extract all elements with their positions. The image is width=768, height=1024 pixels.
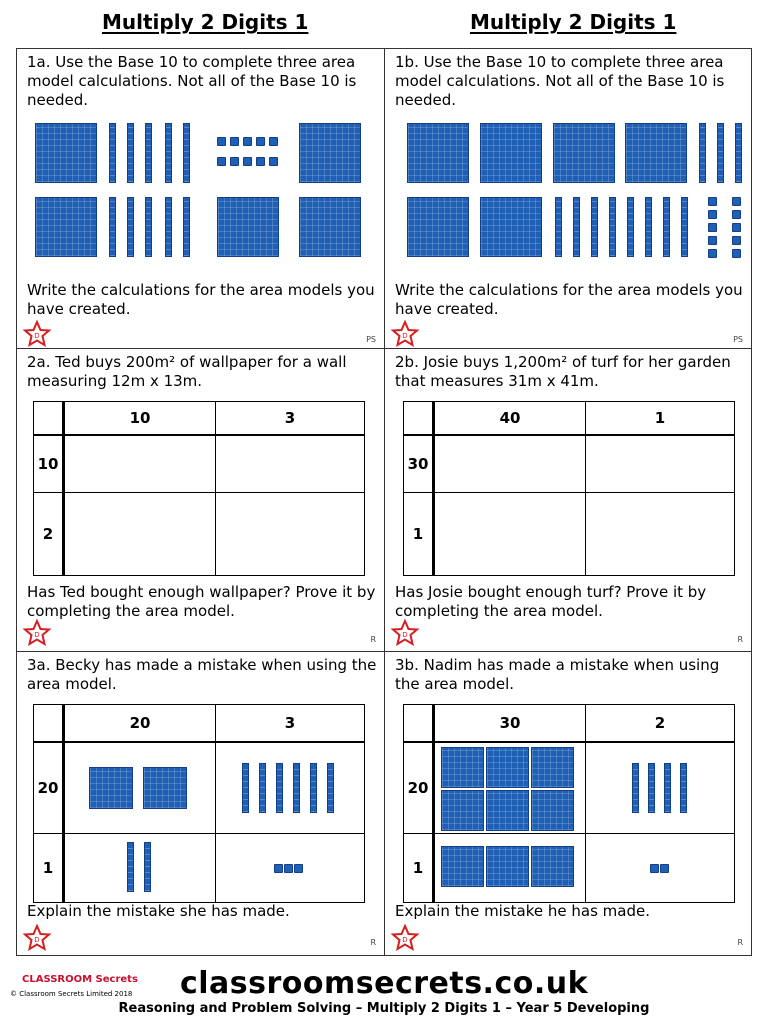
- one-cube: [269, 137, 278, 146]
- row-header: 1: [404, 834, 434, 903]
- one-cube: [708, 236, 717, 245]
- one-cube: [732, 210, 741, 219]
- star-letter: D: [402, 936, 408, 944]
- star-icon: [23, 320, 51, 348]
- one-cube: [217, 137, 226, 146]
- area-cell: [434, 742, 586, 834]
- ten-rod: [144, 842, 151, 892]
- question-2b: [385, 349, 751, 652]
- hundred-block: [407, 197, 469, 257]
- star-letter: D: [34, 332, 40, 340]
- hundred-block: [299, 123, 361, 183]
- area-cell: [216, 742, 365, 834]
- one-cube: [269, 157, 278, 166]
- one-cube: [732, 236, 741, 245]
- one-cube: [660, 864, 669, 873]
- ten-rod: [717, 123, 724, 183]
- area-cell: [586, 834, 735, 903]
- ten-rod: [555, 197, 562, 257]
- page-title-right: Multiply 2 Digits 1: [470, 10, 677, 34]
- question-code: R: [370, 635, 376, 644]
- ten-rod: [609, 197, 616, 257]
- question-prompt: Has Josie bought enough turf? Prove it by completing the area model.: [395, 583, 707, 620]
- hundred-block: [35, 197, 97, 257]
- ten-rod: [663, 197, 670, 257]
- ten-rod: [645, 197, 652, 257]
- one-cube: [708, 210, 717, 219]
- star-letter: D: [402, 631, 408, 639]
- column-header: 30: [434, 705, 586, 743]
- hundred-block: [553, 123, 615, 183]
- one-cube: [230, 157, 239, 166]
- site-url: classroomsecrets.co.uk: [179, 966, 589, 1001]
- one-cube: [243, 157, 252, 166]
- row-header: 1: [34, 834, 64, 903]
- ten-rod: [735, 123, 742, 183]
- ten-rod: [127, 842, 134, 892]
- question-code: PS: [733, 335, 743, 344]
- row-header: 20: [404, 742, 434, 834]
- hundred-block: [486, 790, 529, 831]
- answer-cell[interactable]: [216, 493, 365, 576]
- ten-rod: [664, 763, 671, 813]
- area-model-table: [403, 704, 735, 903]
- question-1b: [385, 49, 751, 349]
- answer-cell[interactable]: [64, 435, 216, 493]
- page-title-left: Multiply 2 Digits 1: [102, 10, 309, 34]
- ten-rod: [127, 197, 134, 257]
- question-grid: [16, 48, 752, 956]
- corner-cell: [34, 705, 64, 743]
- answer-cell[interactable]: [434, 493, 586, 576]
- hundred-block: [441, 846, 484, 887]
- star-icon: [391, 619, 419, 647]
- answer-cell[interactable]: [64, 493, 216, 576]
- area-cell: [586, 742, 735, 834]
- hundred-block: [441, 790, 484, 831]
- hundred-block: [299, 197, 361, 257]
- star-icon: [391, 924, 419, 952]
- hundred-block: [407, 123, 469, 183]
- one-cube: [217, 157, 226, 166]
- ten-rod: [276, 763, 283, 813]
- answer-cell[interactable]: [434, 435, 586, 493]
- question-text: 2a. Ted buys 200m² of wallpaper for a wall measuring 12m x 13m.: [27, 353, 347, 390]
- question-text: 3a. Becky has made a mistake when using the area model.: [27, 656, 377, 693]
- one-cube: [256, 157, 265, 166]
- one-cube: [294, 864, 303, 873]
- ten-rod: [242, 763, 249, 813]
- area-cell: [64, 834, 216, 903]
- one-cube: [708, 197, 717, 206]
- star-icon: [23, 619, 51, 647]
- ten-rod: [681, 197, 688, 257]
- hundred-block: [480, 123, 542, 183]
- ten-rod: [293, 763, 300, 813]
- ten-rod: [109, 197, 116, 257]
- logo-text: CLASSROOM Secrets: [22, 974, 138, 985]
- answer-cell[interactable]: [586, 435, 735, 493]
- star-letter: D: [402, 332, 408, 340]
- ten-rod: [699, 123, 706, 183]
- one-cube: [284, 864, 293, 873]
- area-cell: [64, 742, 216, 834]
- one-cube: [230, 137, 239, 146]
- one-cube: [732, 249, 741, 258]
- ten-rod: [648, 763, 655, 813]
- one-cube: [243, 137, 252, 146]
- corner-cell: [34, 402, 64, 436]
- one-cube: [732, 197, 741, 206]
- star-letter: D: [34, 631, 40, 639]
- area-model-table: [33, 401, 365, 576]
- question-2a: [17, 349, 385, 652]
- one-cube: [708, 223, 717, 232]
- hundred-block: [531, 747, 574, 788]
- question-prompt: Write the calculations for the area models you have created.: [27, 281, 375, 318]
- ten-rod: [327, 763, 334, 813]
- ten-rod: [165, 123, 172, 183]
- hundred-block: [486, 846, 529, 887]
- ten-rod: [127, 123, 134, 183]
- row-header: 2: [34, 493, 64, 576]
- hundred-block: [531, 790, 574, 831]
- row-header: 10: [34, 435, 64, 493]
- star-icon: [23, 924, 51, 952]
- ten-rod: [165, 197, 172, 257]
- column-header: 40: [434, 402, 586, 436]
- hundred-block: [480, 197, 542, 257]
- question-code: R: [737, 635, 743, 644]
- question-3a: [17, 652, 385, 955]
- question-code: PS: [366, 335, 376, 344]
- question-prompt: Has Ted bought enough wallpaper? Prove it by completing the area model.: [27, 583, 376, 620]
- column-header: 1: [586, 402, 735, 436]
- hundred-block: [217, 197, 279, 257]
- ten-rod: [259, 763, 266, 813]
- column-header: 10: [64, 402, 216, 436]
- corner-cell: [404, 705, 434, 743]
- row-header: 1: [404, 493, 434, 576]
- hundred-block: [486, 747, 529, 788]
- column-header: 3: [216, 402, 365, 436]
- one-cube: [650, 864, 659, 873]
- star-letter: D: [34, 936, 40, 944]
- question-prompt: Explain the mistake she has made.: [27, 902, 290, 920]
- ten-rod: [573, 197, 580, 257]
- hundred-block: [441, 747, 484, 788]
- ten-rod: [145, 197, 152, 257]
- ten-rod: [632, 763, 639, 813]
- hundred-block: [625, 123, 687, 183]
- ten-rod: [145, 123, 152, 183]
- question-code: R: [737, 938, 743, 947]
- column-header: 3: [216, 705, 365, 743]
- column-header: 2: [586, 705, 735, 743]
- hundred-block: [35, 123, 97, 183]
- question-prompt: Write the calculations for the area models you have created.: [395, 281, 743, 318]
- ten-rod: [591, 197, 598, 257]
- question-text: 3b. Nadim has made a mistake when using the area model.: [395, 656, 720, 693]
- hundred-block: [531, 846, 574, 887]
- question-text: 1a. Use the Base 10 to complete three area model calculations. Not all of the Base 10 is needed.: [27, 53, 357, 109]
- question-text: 2b. Josie buys 1,200m² of turf for her garden that measures 31m x 41m.: [395, 353, 731, 390]
- hundred-block: [143, 767, 187, 809]
- question-prompt: Explain the mistake he has made.: [395, 902, 650, 920]
- star-icon: [391, 320, 419, 348]
- question-3b: [385, 652, 751, 955]
- ten-rod: [310, 763, 317, 813]
- question-code: R: [370, 938, 376, 947]
- row-header: 30: [404, 435, 434, 493]
- one-cube: [708, 249, 717, 258]
- area-cell: [216, 834, 365, 903]
- ten-rod: [183, 123, 190, 183]
- ten-rod: [680, 763, 687, 813]
- ten-rod: [627, 197, 634, 257]
- hundred-block: [89, 767, 133, 809]
- answer-cell[interactable]: [586, 493, 735, 576]
- copyright-text: © Classroom Secrets Limited 2018: [10, 990, 133, 998]
- row-header: 20: [34, 742, 64, 834]
- area-model-table: [403, 401, 735, 576]
- ten-rod: [109, 123, 116, 183]
- question-1a: [17, 49, 385, 349]
- area-cell: [434, 834, 586, 903]
- ten-rod: [183, 197, 190, 257]
- answer-cell[interactable]: [216, 435, 365, 493]
- column-header: 20: [64, 705, 216, 743]
- corner-cell: [404, 402, 434, 436]
- one-cube: [274, 864, 283, 873]
- footer-subtitle: Reasoning and Problem Solving – Multiply 2 Digits 1 – Year 5 Developing: [118, 1001, 650, 1016]
- one-cube: [256, 137, 265, 146]
- one-cube: [732, 223, 741, 232]
- question-text: 1b. Use the Base 10 to complete three area model calculations. Not all of the Base 10 is needed.: [395, 53, 725, 109]
- area-model-table: [33, 704, 365, 903]
